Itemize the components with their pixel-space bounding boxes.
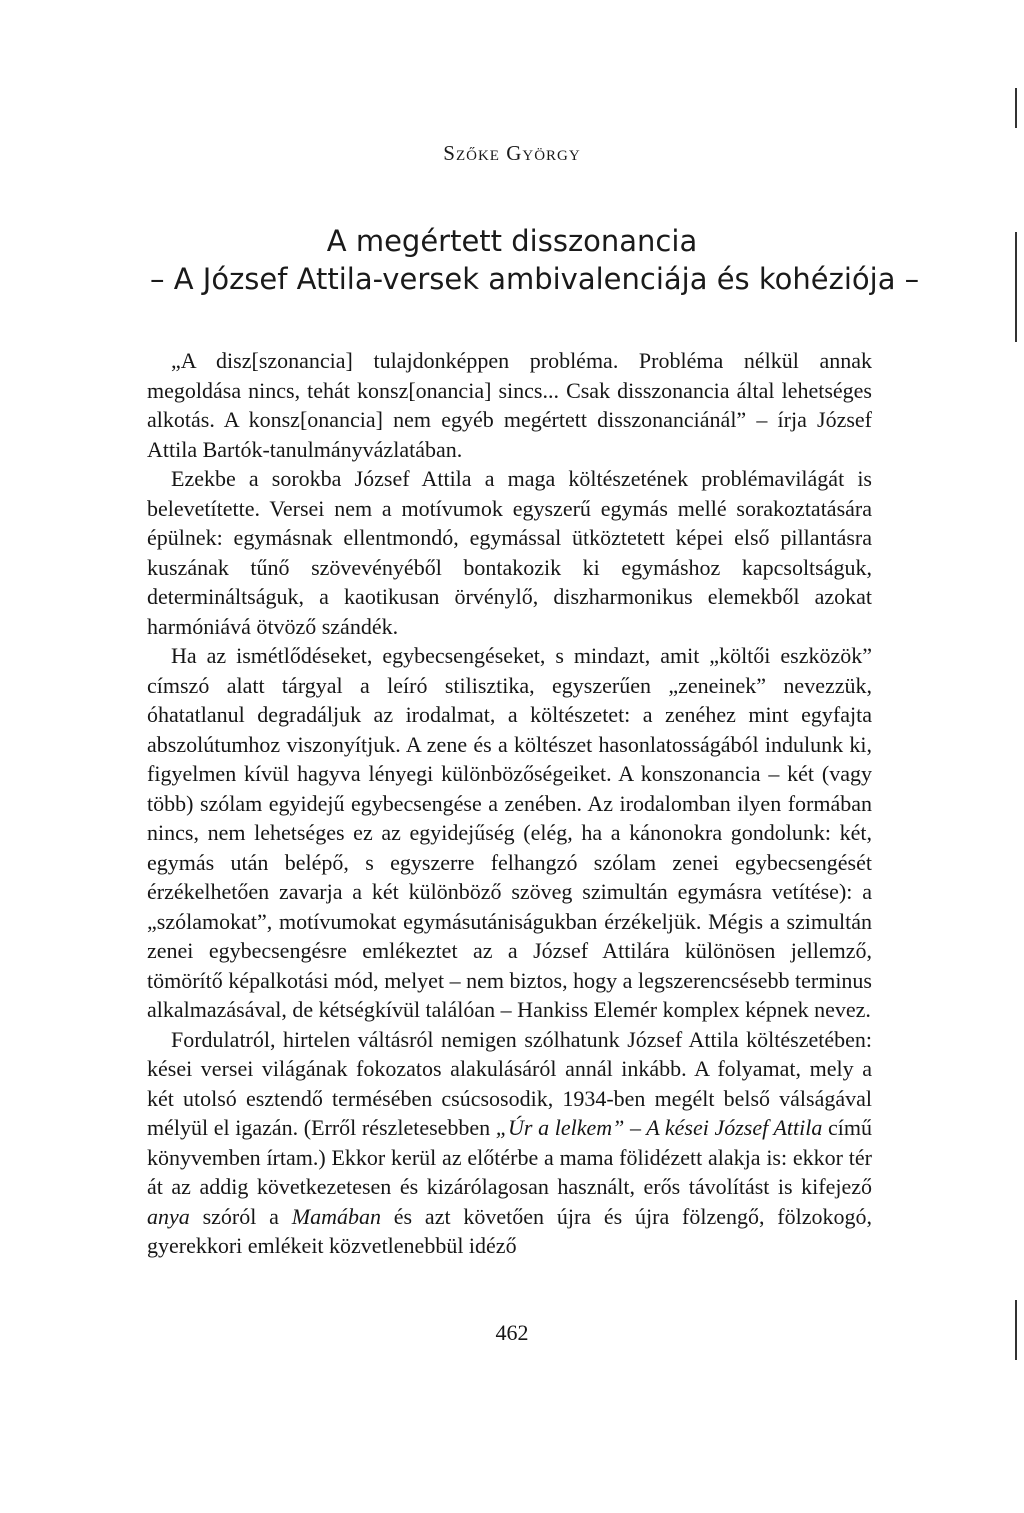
poem-title-mama: Mamában — [291, 1203, 381, 1229]
title-line-1: A megértett disszonancia — [326, 224, 698, 258]
author-name: Szőke György — [443, 141, 581, 165]
paragraph-4-text-3: szóról a — [189, 1203, 292, 1229]
paragraph-1: „A disz[szonancia] tulajdonképpen probléma. Probléma nélkül annak megoldása nincs, tehát konsz[onancia] sincs... Csak disszonancia által lehetséges alkotás. A konsz[onancia] nem egyéb megértett disszonanciánál” – írja József Attila Bartók-tanulmányvázlatában. — [147, 348, 872, 462]
paragraph-4-text-1: Fordulatról, hirtelen váltásról nemigen szólhatunk József Attila költészetében: kései versei világának fokozatos alakulásáról annál inkább. A folyamat, mely a két utolsó esztendő termésében csúcsosodik, 1934-ben megélt belső válságával mélyül el igazán. (Erről részletesebben — [147, 1026, 872, 1140]
paragraph-3: Ha az ismétlődéseket, egybecsengéseket, s mindazt, amit „költői eszközök” címszó alatt tárgyal a leíró stilisztika, egyszerűen „zeneinek” nevezzük, óhatatlanul degradáljuk az irodalmat, a költészetet: a zenéhez mint egyfajta abszolútumhoz viszonyítjuk. A zene és a költészet hasonlatosságából indulunk ki, figyelmen kívül hagyva lényegi különbözőségeiket. A konszonancia – két (vagy több) szólam egyidejű egybecsengése a zenében. Az irodalomban ilyen formában nincs, nem lehetséges ez az egyidejűség (elég, ha a kánonokra gondolunk: két, egymás után belépő, s egyszerre felhangzó szólam zenei egybecsengését érzékelhetően zavarja a két különböző szöveg szimultán egymásra vetítése): a „szólamokat”, motívumokat egymásutániságukban érzékeljük. Mégis a szimultán zenei egybecsengésre emlékeztet az a József Attilára különösen jellemző, tömörítő képalkotási mód, melyet – nem biztos, hogy a legszerencsésebb terminus alkalmazásával, de kétségkívül találóan – Hankiss Elemér komplex képnek nevez. — [147, 643, 872, 1022]
paragraph-2: Ezekbe a sorokba József Attila a maga költészetének problémavilágát is belevetítette. Versei nem a motívumok egyszerű egymás mellé sorakoztatására épülnek: egymásnak ellentmondó, egymással ütköztetett képei első pillantásra kuszának tűnő szövevényéből bontakozik ki egymáshoz kapcsoltságuk, determináltságuk, a kaotikusan örvénylő, diszharmonikus elemekből azokat harmóniává ötvöző szándék. — [147, 466, 872, 639]
scan-edge-mark — [1015, 1300, 1017, 1360]
paragraph-4-text-4: és azt követően újra és újra fölzengő, fölzokogó, gyerekkori emlékeit közvetlenebbül idéző — [147, 1203, 873, 1258]
paragraph-4 — [147, 1025, 872, 1261]
article-title — [150, 222, 920, 298]
paragraph-4-text-2: című könyvemben írtam.) Ekkor kerül az előtérbe a mama fölidézett alakja is: ekkor tér át az addig következetesen és kizárólagosan használt, erős távolítást is kifejező — [147, 1115, 872, 1199]
word-anya: anya — [147, 1203, 190, 1229]
title-line-2: – A József Attila-versek ambivalenciája és kohéziója – — [150, 262, 920, 296]
page-number: 462 — [495, 1320, 529, 1345]
book-title: „Úr a lelkem” – A kései József Attila — [495, 1115, 823, 1140]
scan-edge-mark — [1015, 232, 1017, 342]
article-body — [147, 346, 872, 1261]
scan-edge-mark — [1015, 88, 1017, 128]
